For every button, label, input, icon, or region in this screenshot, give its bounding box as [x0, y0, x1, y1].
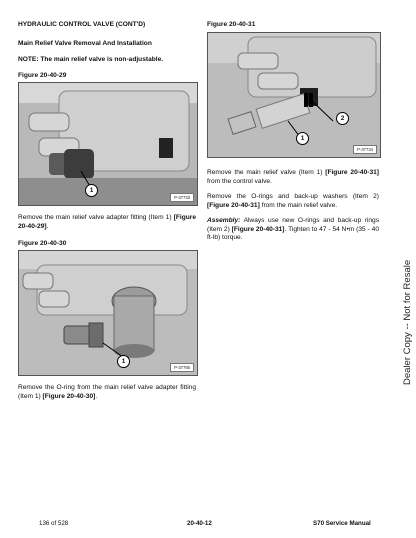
figure-reference: [Figure 20-40-30] [42, 392, 96, 400]
note: NOTE: The main relief valve is non-adjustable. [18, 56, 164, 63]
figure-photo [207, 32, 381, 158]
figure-label: Figure 20-40-30 [18, 240, 67, 247]
callout-marker: 1 [117, 355, 130, 368]
figure-reference: [Figure 20-40-31] [231, 225, 285, 233]
paragraph-text: from the main relief valve. [259, 201, 338, 209]
relief-valve-photo-illustration [208, 33, 380, 157]
photo-code: P-37734 [353, 145, 377, 154]
paragraph-text: Remove the O-rings and back-up washers (Item 2) [207, 193, 379, 200]
paragraph [207, 169, 379, 186]
figure-photo [18, 250, 198, 376]
paragraph-text: Remove the O-ring from the main relief valve adapter fitting (Item 1) [18, 384, 196, 400]
paragraph-text: . [95, 392, 98, 400]
figure-reference: [Figure 20-40-31] [207, 201, 260, 209]
paragraph-text: Remove the main relief valve (Item 1) [207, 169, 326, 176]
paragraph [207, 193, 379, 210]
dealer-copy-watermark: Dealer Copy -- Not for Resale [402, 259, 413, 385]
photo-code: P-37765 [170, 363, 194, 372]
paragraph [18, 214, 196, 231]
figure-photo [18, 82, 198, 206]
figure-label: Figure 20-40-29 [18, 72, 67, 79]
callout-marker: 1 [296, 132, 309, 145]
figure-label: Figure 20-40-31 [207, 21, 256, 28]
assembly-label: Assembly: [207, 217, 241, 224]
assembly-paragraph [207, 217, 379, 243]
page-number: 136 of 528 [39, 520, 69, 527]
manual-title: S70 Service Manual [313, 520, 371, 527]
paragraph-text: Remove the main relief valve adapter fitting (Item 1) [18, 214, 174, 221]
paragraph-text: from the control valve. [207, 177, 272, 185]
figure-reference: [Figure 20-40-29] [18, 214, 196, 230]
callout-marker: 1 [85, 184, 98, 197]
callout-marker: 2 [336, 112, 349, 125]
paragraph-text: Always use new O-rings and back-up rings (Item 2) [207, 217, 379, 233]
valve-photo-illustration [19, 83, 197, 205]
figure-reference: [Figure 20-40-31] [325, 169, 379, 176]
section-title: HYDRAULIC CONTROL VALVE (CONT'D) [18, 21, 146, 28]
paragraph-text: . Tighten to 47 - 54 N•m (35 - 40 ft-lb) torque. [207, 225, 379, 242]
paragraph [18, 384, 196, 401]
fitting-photo-illustration [19, 251, 197, 375]
paragraph-text: . [46, 222, 49, 230]
section-code: 20-40-12 [187, 520, 212, 527]
photo-code: P-37733 [170, 193, 194, 202]
subsection-title: Main Relief Valve Removal And Installation [18, 40, 152, 47]
